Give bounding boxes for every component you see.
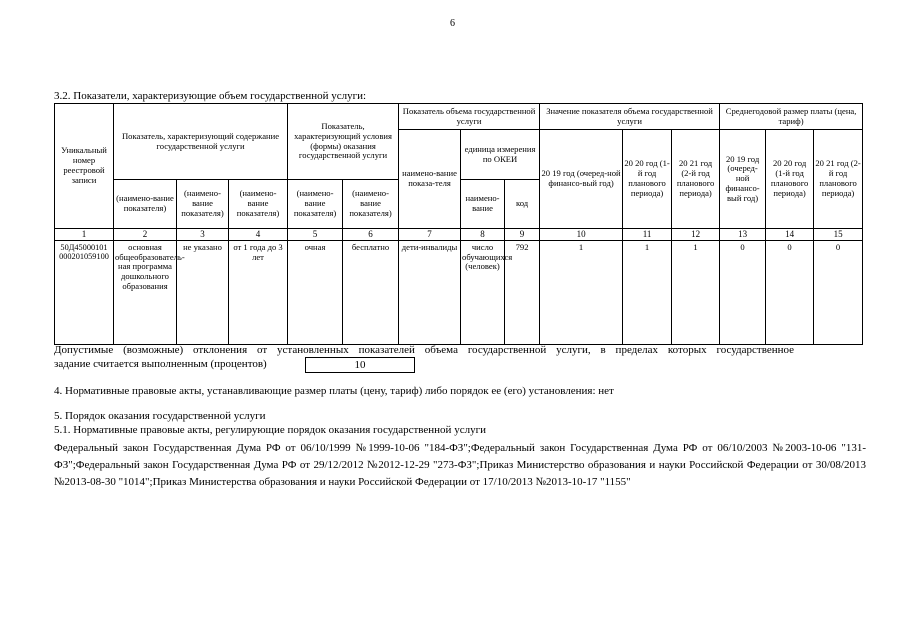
column-number: 2 [114, 229, 177, 240]
deviation-text-line-2: задание считается выполненным (процентов) [54, 358, 267, 370]
cell-c3: не указано [177, 240, 229, 344]
column-number: 1 [55, 229, 114, 240]
cell-payment: бесплатно [343, 240, 399, 344]
header-unit: единица измерения по ОКЕИ [461, 130, 540, 180]
column-number: 8 [461, 229, 505, 240]
header-content-indicator: Показатель, характеризующий содержание государственной услуги [114, 104, 288, 180]
laws-list: Федеральный закон Государственная Дума РФ от 06/10/1999 №1999-10-06 "184-ФЗ";Федеральный закон Государственная Дума РФ от 06/10/2003 №2003-10-06 "131-ФЗ";Федеральный закон Государственная Дума РФ от 29/12/2012 №2012-12-29 "273-ФЗ";Приказ Министерство образования и науки Российской Федерации от 30/08/2013 №2013-08-30 "1014";Приказ Министерства образования и науки Российской Федерации от 17/10/2013 №2013-10-17 "1155" [54, 442, 866, 488]
column-number: 7 [399, 229, 461, 240]
column-number: 11 [623, 229, 672, 240]
header-year-2019: 20 19 год (очеред-ной финансо-вый год) [540, 130, 623, 229]
cell-fee-2021: 0 [814, 240, 863, 344]
cell-value-2020: 1 [623, 240, 672, 344]
header-sub-indicator-5: (наимено-вание показателя) [343, 180, 399, 229]
cell-unit-code: 792 [505, 240, 540, 344]
header-unit-name: наимено-вание [461, 180, 505, 229]
column-number: 14 [766, 229, 814, 240]
cell-unique-number: 50Д45000101 000201059100 [55, 240, 114, 344]
column-number: 6 [343, 229, 399, 240]
header-indicator-name: наимено-вание показа-теля [399, 130, 461, 229]
table-row [55, 240, 863, 344]
column-number: 15 [814, 229, 863, 240]
cell-value-2021: 1 [672, 240, 720, 344]
header-sub-indicator-3: (наимено-вание показателя) [229, 180, 288, 229]
cell-fee-2019: 0 [720, 240, 766, 344]
section-5-1-title: 5.1. Нормативные правовые акты, регулирующие порядок оказания государственной услуги [54, 424, 486, 436]
cell-age: от 1 года до 3 лет [229, 240, 288, 344]
column-number: 9 [505, 229, 540, 240]
column-numbers-row [55, 229, 863, 240]
deviation-text-line-1: Допустимые (возможные) отклонения от установленных показателей объема государственной услуги, в пределах которых государственное [54, 344, 794, 356]
page-number: 6 [450, 18, 455, 29]
header-volume-value: Значение показателя объема государственной услуги [540, 104, 720, 130]
volume-indicators-table [54, 103, 863, 345]
header-volume-indicator: Показатель объема государственной услуги [399, 104, 540, 130]
header-fee-year-2019: 20 19 год (очеред-ной финансо-вый год) [720, 130, 766, 229]
header-fee-year-2020: 20 20 год (1-й год планового периода) [766, 130, 814, 229]
section-3-2-title: 3.2. Показатели, характеризующие объем государственной услуги: [54, 90, 367, 102]
column-number: 12 [672, 229, 720, 240]
section-4-text: 4. Нормативные правовые акты, устанавливающие размер платы (цену, тариф) либо порядок ее (его) установления: нет [54, 385, 614, 397]
section-5-title: 5. Порядок оказания государственной услуги [54, 410, 266, 422]
cell-value-2019: 1 [540, 240, 623, 344]
header-sub-indicator-1: (наимено-вание показателя) [114, 180, 177, 229]
cell-indicator-name: дети-инвалиды [399, 240, 461, 344]
header-unique-number: Уникальный номер реестровой записи [55, 104, 114, 229]
column-number: 3 [177, 229, 229, 240]
header-unit-code: код [505, 180, 540, 229]
header-sub-indicator-2: (наимено-вание показателя) [177, 180, 229, 229]
deviation-value-box: 10 [305, 357, 415, 373]
cell-unit-name: число обучающихся (человек) [461, 240, 505, 344]
header-year-2021: 20 21 год (2-й год планового периода) [672, 130, 720, 229]
header-sub-indicator-4: (наимено-вание показателя) [288, 180, 343, 229]
deviation-paragraph [54, 343, 794, 371]
cell-fee-2020: 0 [766, 240, 814, 344]
header-fee-year-2021: 20 21 год (2-й год планового периода) [814, 130, 863, 229]
header-conditions-indicator: Показатель, характеризующий условия (формы) оказания государственной услуги [288, 104, 399, 180]
column-number: 10 [540, 229, 623, 240]
header-year-2020: 20 20 год (1-й год планового периода) [623, 130, 672, 229]
column-number: 13 [720, 229, 766, 240]
column-number: 4 [229, 229, 288, 240]
header-average-fee: Среднегодовой размер платы (цена, тариф) [720, 104, 863, 130]
cell-program: основная общеобразовательная программа дошкольного образования [114, 240, 177, 344]
column-number: 5 [288, 229, 343, 240]
cell-form: очная [288, 240, 343, 344]
